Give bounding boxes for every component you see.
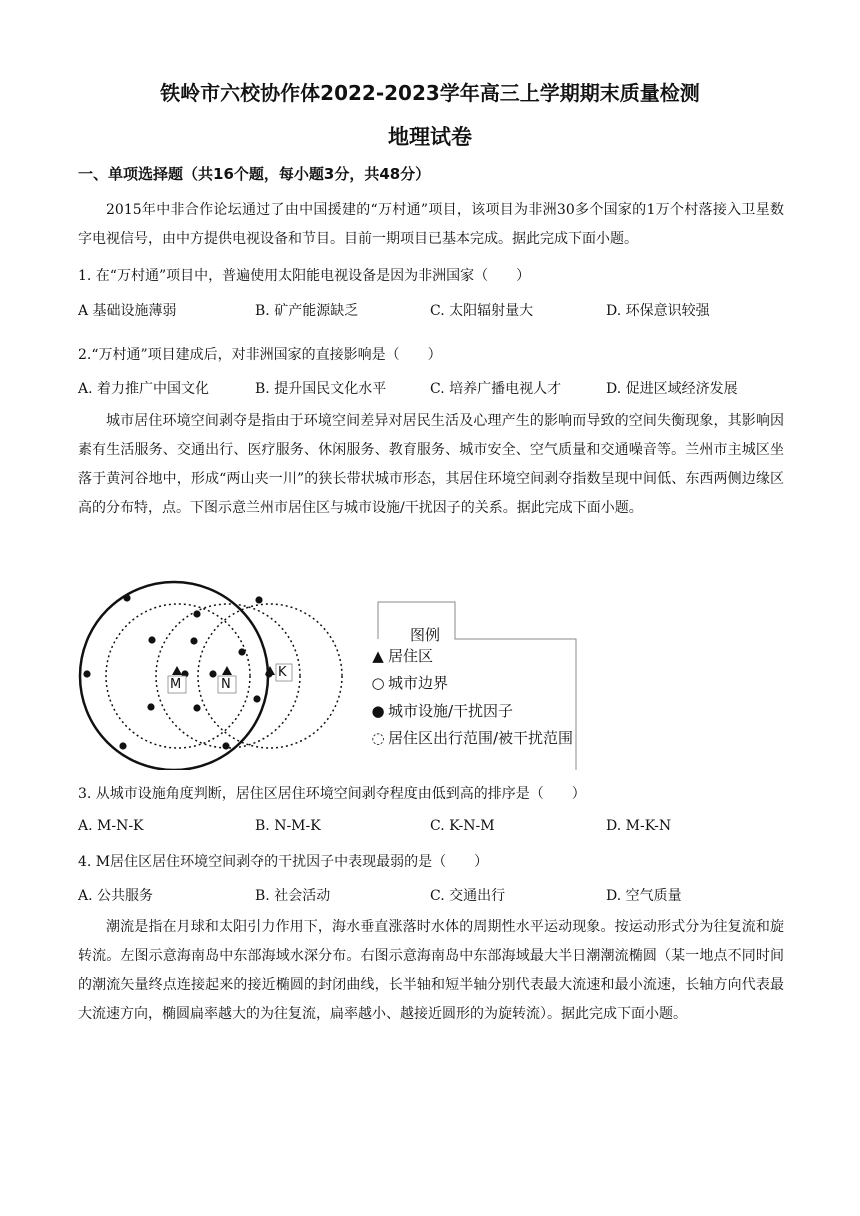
legend-residential-label: 居住区	[388, 647, 434, 665]
question-4-option-b[interactable]: B. 社会活动	[255, 888, 331, 904]
question-4-option-c[interactable]: C. 交通出行	[430, 888, 506, 904]
question-1-stem: 1. 在“万村通”项目中，普遍使用太阳能电视设备是因为非洲国家（ ）	[78, 268, 531, 284]
question-2-option-d[interactable]: D. 促进区域经济发展	[606, 381, 738, 397]
question-3-option-a[interactable]: A. M-N-K	[78, 818, 144, 834]
question-4-option-d[interactable]: D. 空气质量	[606, 888, 682, 904]
passage-2: 城市居住环境空间剥夺是指由于环境空间差异对居民生活及心理产生的影响而导致的空间失衡现象，其影响因素有生活服务、交通出行、医疗服务、休闲服务、教育服务、城市安全、空气质量和交通噪音等。兰州市主城区坐落于黄河谷地中，形成“两山夹一川”的狭长带状城市形态，其居住环境空间剥夺指数呈现中间低、东西两侧边缘区高的分布特，点。下图示意兰州市居住区与城市设施/干扰因子的关系。据此完成下面小题。	[78, 413, 784, 516]
label-m: M	[170, 677, 182, 692]
question-2-option-c[interactable]: C. 培养广播电视人才	[430, 381, 562, 397]
dotted-circle-icon: ◌	[371, 729, 385, 747]
legend-residential	[370, 645, 433, 666]
question-4-option-a[interactable]: A. 公共服务	[78, 888, 154, 904]
exam-subject: 地理试卷	[388, 125, 472, 149]
exam-title: 铁岭市六校协作体2022-2023学年高三上学期期末质量检测	[160, 81, 700, 105]
question-3-option-b[interactable]: B. N-M-K	[255, 818, 321, 834]
residential-m-icon	[172, 666, 182, 675]
dot-icon: ●	[371, 702, 385, 720]
question-1-option-b[interactable]: B. 矿产能源缺乏	[255, 303, 359, 319]
residential-n-icon	[222, 666, 232, 675]
question-3-option-d[interactable]: D. M-K-N	[606, 818, 672, 834]
question-4-stem: 4. M居住区居住环境空间剥夺的干扰因子中表现最弱的是（ ）	[78, 854, 489, 870]
question-1-option-a[interactable]: A 基础设施薄弱	[78, 303, 177, 319]
label-k: K	[278, 665, 287, 680]
section-heading: 一、单项选择题（共16个题，每小题3分，共48分）	[78, 165, 431, 183]
legend-range	[370, 727, 573, 748]
hollow-circle-icon: ○	[371, 674, 385, 692]
triangle-icon: ▲	[372, 647, 384, 665]
label-n: N	[221, 677, 231, 692]
passage-3: 潮流是指在月球和太阳引力作用下，海水垂直涨落时水体的周期性水平运动现象。按运动形式分为往复流和旋转流。左图示意海南岛中东部海域水深分布。右图示意海南岛中东部海域最大半日潮潮流椭圆（某一地点不同时间的潮流矢量终点连接起来的接近椭圆的封闭曲线，长半轴和短半轴分别代表最大流速和最小流速，长轴方向代表最大流速方向，椭圆扁率越大的为往复流，扁率越小、越接近圆形的为旋转流）。据此完成下面小题。	[78, 919, 784, 1022]
question-3-option-c[interactable]: C. K-N-M	[430, 818, 495, 834]
legend-facility-label: 城市设施/干扰因子	[388, 702, 514, 720]
question-1-option-d[interactable]: D. 环保意识较强	[606, 303, 710, 319]
legend-title: 图例	[410, 626, 441, 644]
question-1-option-c[interactable]: C. 太阳辐射量大	[430, 303, 534, 319]
legend-city-boundary	[370, 672, 448, 693]
question-2-option-a[interactable]: A. 着力推广中国文化	[78, 381, 210, 397]
legend-range-label: 居住区出行范围/被干扰范围	[388, 729, 574, 747]
question-3-stem: 3. 从城市设施角度判断，居住区居住环境空间剥夺程度由低到高的排序是（ ）	[78, 786, 586, 802]
legend-city-boundary-label: 城市边界	[388, 674, 449, 692]
legend-facility	[370, 700, 513, 721]
question-2-stem: 2.“万村通”项目建成后，对非洲国家的直接影响是（ ）	[78, 347, 442, 363]
question-2-option-b[interactable]: B. 提升国民文化水平	[255, 381, 387, 397]
passage-1: 2015年中非合作论坛通过了由中国援建的“万村通”项目，该项目为非洲30多个国家的1万个村落接入卫星数字电视信号，由中方提供电视设备和节目。目前一期项目已基本完成。据此完成下面小题。	[78, 202, 784, 247]
